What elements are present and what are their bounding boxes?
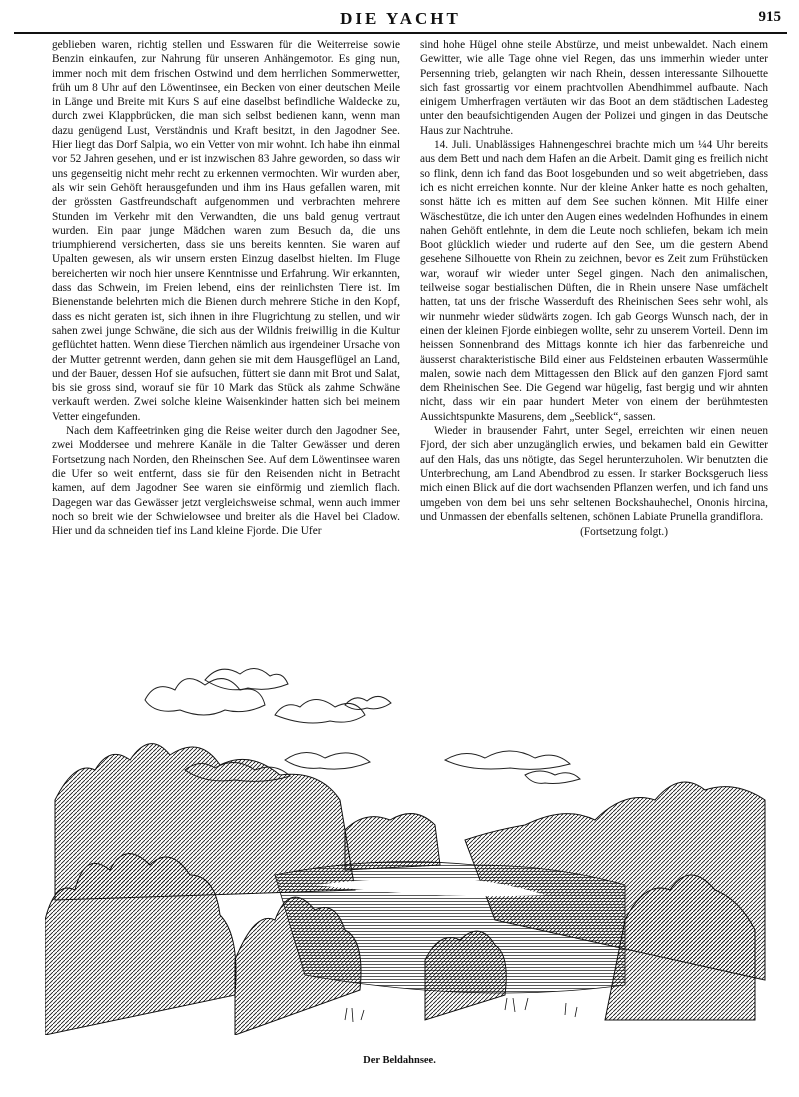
journal-title: DIE YACHT bbox=[340, 9, 461, 28]
paragraph: geblieben waren, richtig stellen und Esswaren für die Weiterreise sowie Benzin einkaufen, zur Nahrung für unseren Anhängemotor. Es ging nun, immer noch mit dem frischen Ostwind und dem herrlichen Sommerwetter, früh um 8 Uhr auf den Löwentinsee, ein Becken von einer deutschen Meile in Länge und Breite mit Kurs S auf eine daselbst befindliche Waldecke zu, durch zwei Klappbrücken, die man sich selbst bedienen kann, wenn man dazu genügend Lust, Verständnis und Kraft besitzt, in den Jagodner See. Hier liegt das Dorf Salpia, wo ein Vetter von mir wohnt. Ich habe ihn einmal vor 52 Jahren gesehen, und er ist inzwischen 83 Jahre geworden, so dass wir uns gegenseitig nicht mehr recht zu erkennen vermochten. Wir wurden aber, als wir sein Gehöft herausgefunden und ihm ins Haus gefallen waren, mit der grössten Gastfreundschaft aufgenommen und verbrachten mehrere Stunden im Verkehr mit den Verwandten, die uns bald genug vertraut wurden. Ein paar junge Mädchen waren zum Besuch da, die uns triumphierend versicherten, dass sie uns bereits kennten. Sie waren auf Upalten gewesen, als wir unsern ersten Einzug daselbst hielten. Im Fluge bereicherten wir noch hier unsere Kenntnisse und Erfahrung. Wir erkannten, dass das Schwein, im Freien lebend, eins der reinlichsten Tiere ist. Im Bienenstande belehrten mich die Bienen durch mehrere Stiche in den Kopf, dass es nicht geraten ist, sich ihnen in ihre Flugrichtung zu stellen, und wir sahen zwei junge Schwäne, die sich aus der Wildnis freiwillig in die Kultur geflüchtet hatten. Wenn diese Tierchen nämlich aus irgendeiner Ursache von der Mutter getrennt werden, dann gehen sie mit dem Hausgeflügel an Land, und der Bauer, dessen Hof sie aufsuchen, füttert sie dann mit Brot und Salat, bis sie gross sind, worauf sie für 10 Mark das Stück als zahme Schwäne verkauft werden. Zwei solche kleine Waisenkinder hatten sich bei meinem Vetter eingefunden. bbox=[52, 39, 400, 423]
lake-illustration bbox=[45, 660, 775, 1035]
page-number: 915 bbox=[758, 9, 781, 25]
paragraph: 14. Juli. Unablässiges Hahnengeschrei brachte mich um ¼4 Uhr bereits aus dem Bett und nach dem Hafen an die Arbeit. Damit ging es freilich nicht so flink, denn ich fand das Boot losgebunden und so weit abgetrieben, dass ich es nicht erreichen konnte. Nur der kleine Anker hatte es noch gehalten, sonst hätte ich es mitten auf dem See suchen können. Mit Hilfe einer Wäschestütze, die ich unter den Augen eines wedelnden Hofhundes in einem nahen Gehöft entlehnte, in dem die Leute noch schliefen, bekam ich mein Boot glücklich wieder und ruderte auf den See, um die gestern Abend gesehene Silhouette von Rhein zu zeichnen, bevor es Zeit zum Frühstücken war, worauf wir wieder unter Segel gingen. Nach den animalischen, teilweise sogar bestialischen Düften, die in Rhein unsere Nase umfächelt hatten, tat uns der frische Wasserduft des Rheinischen Sees sehr wohl, als wir nunmehr wieder südwärts zogen. Ich gab Georgs Wunsch nach, der in einen der kleinen Fjorde einbiegen wollte, sehr zu unserem Vorteil. Denn im heissen Sonnenbrand des Mittags konnte ich hier das farbenreiche und äusserst charakteristische Bild einer aus Feldsteinen erbauten Wassermühle malen, sowie nach dem Mittagessen den Blick auf den ganzen Fjord samt dem Rheinischen See. Die Gegend war hügelig, fast bergig und wir ahnten nicht, dass wir ein paar hundert Meter von einem der berühmtesten Aussichtspunkte Masurens, dem „Seeblick“, sassen. bbox=[420, 139, 768, 423]
figure-caption: Der Beldahnsee. bbox=[363, 1055, 436, 1066]
lake-drawing bbox=[45, 660, 775, 1035]
page-header bbox=[14, 6, 787, 34]
right-column bbox=[420, 38, 768, 648]
paragraph: sind hohe Hügel ohne steile Abstürze, und meist unbewaldet. Nach einem Gewitter, wie alle Tage ohne viel Regen, das uns immerhin wieder unter Persenning trieb, gelangten wir nach Rhein, dessen interessante Silhouette sich fast grossartig vor einem prachtvollen Abendhimmel aufbaute. Nach einigem Umherfragen vertäuten wir das Boot an dem städtischen Ladesteg unter den beaufsichtigenden Augen der Polizei und gingen in das Deutsche Haus zur Nachtruhe. bbox=[420, 39, 768, 137]
paragraph: Nach dem Kaffeetrinken ging die Reise weiter durch den Jagodner See, zwei Moddersee und mehrere Kanäle in die Talter Gewässer und deren Fortsetzung nach Norden, den Rheinschen See. Auf dem Löwentinsee waren die Ufer so weit entfernt, dass sie für den Reisenden nicht in Betracht kamen, auf dem Jagodner See waren sie einförmig und ziemlich flach. Dagegen war das Gewässer jetzt vergleichsweise schmal, wenn auch immer noch so breit wie der Schwielowsee und breiter als die Havel bei Cladow. Hier und da schneiden tief ins Land kleine Fjorde. Die Ufer bbox=[52, 425, 400, 538]
continued-note: (Fortsetzung folgt.) bbox=[580, 526, 668, 539]
paragraph: Wieder in brausender Fahrt, unter Segel, erreichten wir einen neuen Fjord, der sich aber unzugänglich erwies, und bekamen bald ein Gewitter auf den Hals, das uns nötigte, das Segel herunterzuholen. Wir benutzten die Unterbrechung, am Land Abendbrod zu essen. Ir starker Bocksgeruch liess mich einen Blick auf die dort wachsenden Pflanzen werfen, und ich fand uns umgeben von dem bei uns sehr seltenen Bockshauhechel, Ononis hircina, und Unmassen der ebenfalls seltenen, schönen Labiate Prunella grandiflora. bbox=[420, 425, 768, 523]
foreground-bushes bbox=[425, 931, 506, 1020]
left-column bbox=[52, 38, 400, 648]
article-columns bbox=[52, 38, 768, 648]
